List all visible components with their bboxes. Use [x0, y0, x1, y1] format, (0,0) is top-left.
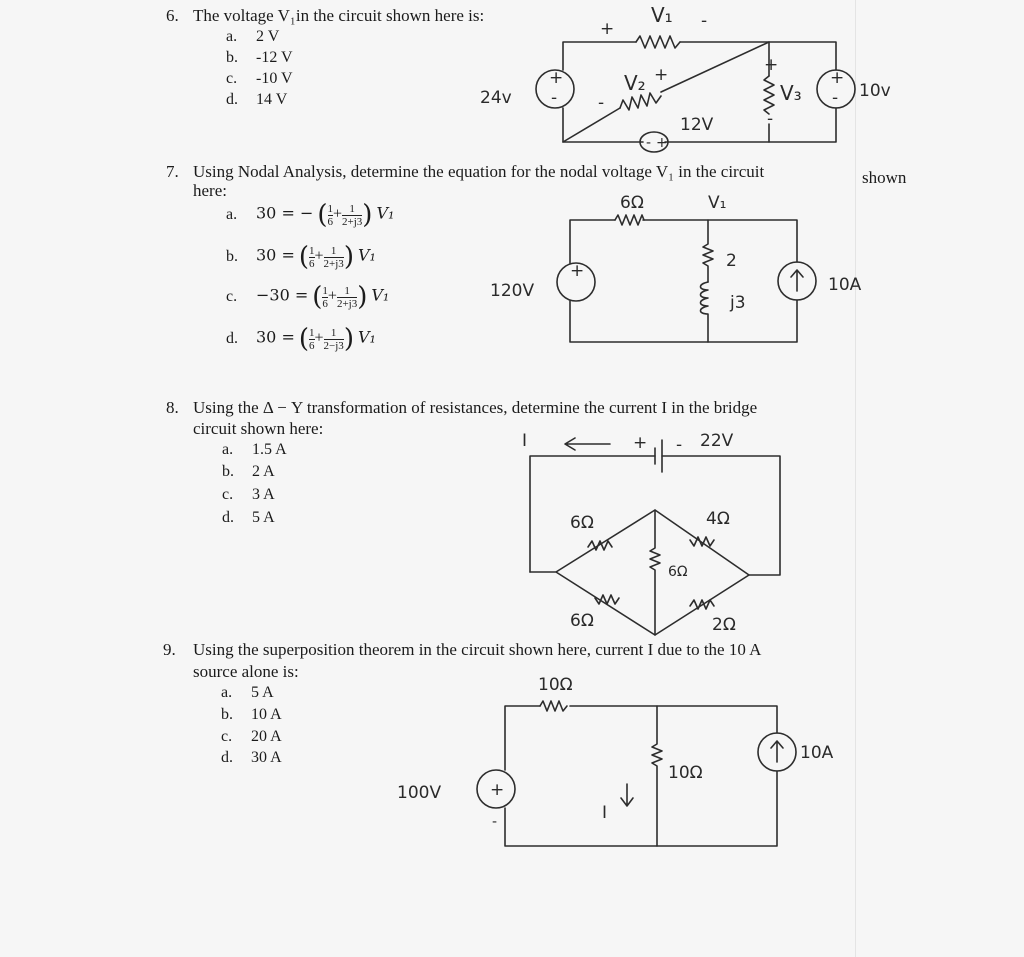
voltage-source-plus: +: [570, 261, 585, 281]
q9-option-d[interactable]: d. 30 A: [221, 749, 282, 766]
v1-minus-label: -: [701, 11, 708, 31]
shunt-resistor-label: 2: [726, 251, 737, 271]
shunt-resistor-label: 10Ω: [668, 763, 703, 783]
question-text: The voltage V₁in the circuit shown here is:: [193, 6, 485, 25]
question-7-shown: shown: [862, 168, 907, 187]
q8-option-b[interactable]: b. 2 A: [222, 463, 275, 480]
right-source-label: 10v: [859, 81, 891, 101]
resistor-top-left-label: 6Ω: [570, 513, 594, 533]
v1-plus-label: +: [600, 19, 615, 39]
resistor-top-right-label: 4Ω: [706, 509, 730, 529]
current-arrow: [621, 784, 633, 806]
q6-option-d[interactable]: d. 14 V: [226, 91, 288, 108]
battery-minus: -: [676, 435, 683, 455]
question-number: 8.: [166, 398, 179, 417]
q7-option-a[interactable]: a. 30 = − ( $\frac{1}{6}$ + $\frac{1}{2+j3}$ ) V₁: [226, 200, 395, 230]
battery-plus: +: [633, 433, 648, 453]
resistor-bottom-right-label: 2Ω: [712, 615, 736, 635]
q9-option-a[interactable]: a. 5 A: [221, 684, 274, 701]
question-number: 9.: [163, 640, 176, 659]
v3-minus-label: -: [767, 109, 774, 129]
question-number: 7.: [166, 162, 179, 181]
q6-option-b[interactable]: b. -12 V: [226, 49, 293, 66]
question-text-line2: source alone is:: [193, 662, 299, 681]
q7-option-d[interactable]: d. 30 = ( $\frac{1}{6}$ + $\frac{1}{2-j3}$ ) V₁: [226, 324, 376, 354]
bottom-source-minus: -: [646, 135, 652, 151]
current-source-label: 10A: [828, 275, 862, 295]
v2-plus-label: +: [654, 65, 669, 85]
question-number: 6.: [166, 6, 179, 25]
question-text-line1: Using the superposition theorem in the circuit shown here, current I due to the 10 A: [193, 640, 762, 659]
resistor-middle-label: 6Ω: [668, 564, 688, 580]
q7-option-c[interactable]: c. −30 = ( $\frac{1}{6}$ + $\frac{1}{2+j3}$ ) V₁: [226, 282, 390, 312]
voltage-source-plus: +: [490, 780, 505, 800]
series-resistor-label: 6Ω: [620, 193, 644, 213]
current-source-label: 10A: [800, 743, 834, 763]
question-text-line1: Using the Δ − Y transformation of resistances, determine the current I in the bridge: [193, 398, 758, 417]
resistor-bottom-left-label: 6Ω: [570, 611, 594, 631]
q6-option-a[interactable]: a. 2 V: [226, 28, 280, 45]
voltage-source-minus: -: [492, 814, 498, 830]
left-source-plus: +: [549, 68, 564, 88]
right-source-plus: +: [830, 68, 845, 88]
current-label: I: [522, 431, 528, 451]
voltage-source-label: 120V: [490, 281, 535, 301]
left-source-minus: -: [551, 88, 558, 108]
question-text-line2: circuit shown here:: [193, 419, 324, 438]
shunt-inductor-label: j3: [730, 293, 746, 313]
right-source-minus: -: [832, 88, 839, 108]
question-text-line1: Using Nodal Analysis, determine the equation for the nodal voltage V₁ in the circuit: [193, 162, 765, 181]
shunt-resistor-10ohm: [652, 706, 662, 846]
v2-label: V₂: [624, 71, 646, 95]
q7-option-b[interactable]: b. 30 = ( $\frac{1}{6}$ + $\frac{1}{2+j3}$ ) V₁: [226, 242, 376, 272]
battery-label: 22V: [700, 431, 734, 451]
q9-option-b[interactable]: b. 10 A: [221, 706, 282, 723]
v3-label: V₃: [780, 81, 802, 105]
q6-option-c[interactable]: c. -10 V: [226, 70, 293, 87]
node-v1-label: V₁: [708, 193, 727, 213]
v1-label: V₁: [651, 3, 673, 27]
v3-plus-label: +: [764, 55, 779, 75]
question-text-line2: here:: [193, 181, 227, 200]
series-resistor-10ohm: [540, 701, 567, 711]
v2-minus-label: -: [598, 93, 605, 113]
series-resistor-label: 10Ω: [538, 675, 573, 695]
q8-option-a[interactable]: a. 1.5 A: [222, 441, 287, 458]
q8-option-c[interactable]: c. 3 A: [222, 486, 275, 503]
left-source-label: 24v: [480, 88, 512, 108]
q8-option-d[interactable]: d. 5 A: [222, 509, 275, 526]
bottom-source-label: 12V: [680, 115, 714, 135]
bottom-source-plus: +: [656, 135, 668, 151]
voltage-source-label: 100V: [397, 783, 442, 803]
current-label: I: [602, 803, 608, 823]
q9-option-c[interactable]: c. 20 A: [221, 728, 282, 745]
